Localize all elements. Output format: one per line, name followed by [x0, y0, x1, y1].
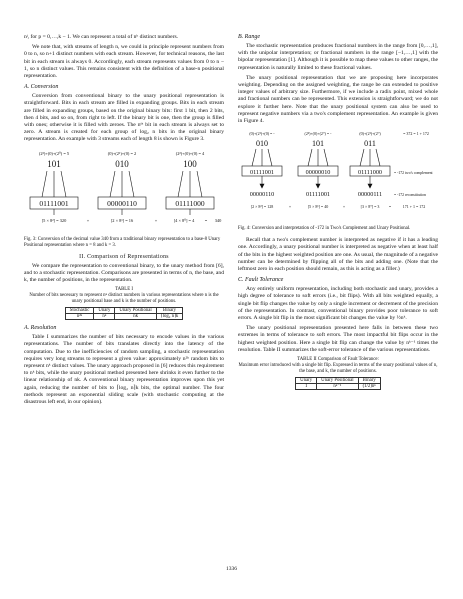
paragraph: Table I summarizes the number of bits necessary to encode values in the various representations. The number of bits translates directly into the latency of the computation. Due to the inefficiencies of random sampling, a stochastic representation requires very long streams to represent a given value: approximately n²ᵏ random bits to represent nᵏ distinct values. The unary approach proposed in [6] reduces this requirement to nᵏ bits, while the unary positional method presented here shrinks it even further to the linear relationship of nk. A conventional binary representation improves upon this yet again, reducing the number of bits to ⌈log₂ n⌉k bits, the optimal number. The four methods represent an exponential sliding scale (with stochastic computing at the disastrous left end, in our opinion). [24, 334, 224, 406]
section-heading: II. Comparison of Representations [79, 253, 169, 260]
fig4-stream: 01111000 [357, 169, 383, 177]
fig3-bottom-op: = [204, 217, 208, 223]
fig4-binary-group: 010 [256, 139, 268, 149]
fig3-stream: 01111001 [39, 198, 69, 208]
figure-4-diagram [238, 128, 438, 218]
table-cell: ⌈log₂ n⌉k [156, 314, 183, 320]
table-cell: n²ᵏ [65, 314, 94, 320]
paragraph: The unary positional representation that we are proposing here incorporates weighting. Depending on the assigned weighting, the range be can extended to positive integer values of arbitrary size. Furthermore, if we include a radix point, mixed whole and fractional numbers can be represented. This extension is straightforward; we do not explore it further here. Note that the unary positional system can also be used to represent negative numbers via a two's complement representation. An example is given in Figure 4. [238, 74, 438, 125]
figure-4-caption: Fig. 4: Conversion and interpretation of -172 in Two's Complement and Unary Positional. [238, 226, 411, 232]
fig4-binary-group: 101 [312, 139, 324, 149]
table-cell: nk [115, 314, 156, 320]
table-cell: nᵏ⁻¹ [317, 384, 358, 390]
fig3-bottom-term: [4 × 8⁰] = 4 [173, 217, 195, 223]
fig3-binary-group: 101 [47, 158, 61, 169]
fig3-bottom-result: 340 [214, 217, 222, 223]
table-title: TABLE I [115, 287, 133, 293]
figure-3 [24, 147, 224, 249]
paragraph: Recall that a two's complement number is interpreted as negative if it has a leading one. Accordingly, a unary positional number is interpreted as negative when at least half of the bits in the highest weighted position are one. As usual, the magnitude of a negative number can be determined by flipping all of the bits and adding one. (Note that the leftmost zero in each position should remain, as this is acting as a filler.) [238, 237, 438, 273]
fig3-stream: 00000110 [107, 198, 137, 208]
table-description: Maximum error introduced with a single bit flip. Expressed in terms of the unary positional values of n, the base, and k, the number of positions. [238, 363, 438, 375]
paragraph: Conversion from conventional binary to the unary positional representation is straightforward. Bits in each stream are filled in expanding groups. Bits in each stream are filled in expanding groups, based on the original binary bits: first 1 bit, then 2 bits, then 4 bits, and so on, from right to left. If the binary bit is one, then the group is filled with ones; otherwise it is filled with zeroes. The nᵗʰ bit in each stream is always set to zero. A stream is created for each group of log₂ n bits in the original binary representation. An example with 3 streams each of length 8 is shown is Figure 3. [24, 93, 224, 143]
paragraph: We compare the representation to conventional binary, to the unary method from [6], and to a stochastic representation. Comparisons are presented in terms of n, the base, and k, the number of positions, in the representation. [24, 262, 224, 284]
paragraph: nʲ, for p = 0,…,k − 1. We can represent a total of nᵏ distinct numbers. [24, 34, 179, 40]
table-description: Number of bits necessary to represent nᵏ distinct numbers in various representations where n is the unary positional base and k is the number of positions. [29, 293, 219, 305]
table-cell: (1/2)nᵏ [358, 384, 380, 390]
fig4-stream: 01111001 [249, 169, 275, 177]
figure-4 [238, 128, 438, 232]
fig4-bottom-term: [3 × 8⁰] = 3 [360, 204, 380, 210]
paragraph: The stochastic representation produces fractional numbers in the range from [0,…,1], with the unipolar interpretation; or fractional numbers in the range [−1,…,1] with the bipolar representation [1]. Although it is possible to map these values to other ranges, the representation is naturally limited to these fractional values. [238, 43, 438, 71]
paragraph: Any entirely uniform representation, including both stochastic and unary, provides a high degree of tolerance to soft errors (i.e., bit flips). With all bits weighted equally, a single bit flip changes the value by only a single increment or decrement of the precision of the representation. In contrast, conventional binary provides poor tolerance to soft errors. A single bit flip in the most significant bit changes the value by ½nᵏ. [238, 286, 438, 322]
fig4-top-expr: (0)+(2¹)+(0) = - [249, 131, 275, 137]
table-2-grid [295, 377, 381, 390]
fig4-top-expr: (2²)+(0)+(2⁰) = - [304, 131, 332, 137]
fig3-top-expr: (2²)+(0)+(0) = 4 [175, 150, 205, 156]
paragraph: We note that, with streams of length n, we could in principle represent numbers from 0 to n, so n+1 distinct numbers with each stream. However, for technical reasons, the last bit in each stream is always 0. Accordingly, each stream represents values from 0 to n − 1, so n distinct values. This remains consistent with the definition of a base-n positional representation. [24, 44, 224, 80]
paragraph: The unary positional representation presented here falls in between these two extremes in terms of tolerance to soft errors. The most impactful bit flips occur in the highest weighted position. Here a single bit flip can change the value by nᵏ⁻¹ times the resolution. Table II summarizes the soft-error tolerance of the various representations. [238, 325, 438, 353]
fig3-binary-group: 010 [115, 158, 129, 169]
fig3-bottom-op: + [86, 217, 90, 223]
fig3-top-expr: (0)+(2¹)+(0) = 2 [107, 150, 137, 156]
fig4-top-expr: (0)+(2¹)+(2⁰) [359, 131, 381, 137]
page-number: 1336 [226, 566, 237, 572]
table-cell: nᵏ [94, 314, 115, 320]
table-header-cell: Stochastic [65, 308, 94, 314]
fig4-bottom-term: [5 × 8¹] = 40 [307, 204, 329, 210]
table-header-cell: Unary [296, 378, 317, 384]
section-heading: C. Fault Tolerance [238, 277, 284, 284]
section-heading: A. Conversion [24, 84, 59, 91]
left-column [24, 34, 224, 409]
figure-3-diagram [24, 147, 224, 229]
figure-3-caption: Fig. 3: Conversion of the decimal value 340 from a traditional binary representation to a base-8 Unary Positional representation where n = 8 and k = 3. [24, 236, 221, 248]
table-1-grid [65, 307, 184, 320]
table-header-cell: Binary [156, 308, 183, 314]
table-header-row [65, 308, 183, 314]
fig3-binary-group: 100 [183, 158, 197, 169]
table-2 [238, 357, 438, 390]
fig4-stream: 00000111 [357, 191, 383, 199]
fig4-binary-group: 011 [364, 139, 376, 149]
right-column [238, 34, 438, 395]
fig4-stream: 00000010 [305, 169, 331, 177]
table-header-cell: Unary [94, 308, 115, 314]
table-header-row [296, 378, 381, 384]
section-heading: B. Range [238, 34, 260, 40]
table-row [296, 384, 381, 390]
fig3-bottom-term: [2 × 8¹] = 16 [110, 217, 134, 223]
table-header-cell: Binary [358, 378, 380, 384]
fig4-stream: 00000110 [249, 191, 275, 199]
fig4-bottom-op: + [342, 204, 346, 210]
fig4-note: = -172 reconstitution [394, 193, 426, 198]
fig3-top-expr: (2²)+(0)+(2⁰) = 5 [38, 150, 70, 156]
table-header-cell: Unary Positional [115, 308, 156, 314]
fig4-bottom-op: + [288, 204, 292, 210]
table-row [65, 314, 183, 320]
fig4-note: = -172 two's complement [394, 171, 433, 176]
fig3-bottom-op: + [154, 217, 158, 223]
fig3-stream: 01111000 [175, 198, 205, 208]
table-cell: 1 [296, 384, 317, 390]
table-1 [24, 287, 224, 320]
table-title: TABLE II Comparison of Fault Tolerance: [297, 357, 379, 363]
section-heading: A. Resolution [24, 325, 57, 332]
fig4-bottom-term: [2 × 8²] = 128 [250, 204, 274, 210]
fig4-top-expr: = 372 = 1 + 172 [403, 131, 429, 137]
fig3-bottom-term: [5 × 8²] = 320 [41, 217, 67, 223]
fig4-bottom-op: = [388, 204, 392, 210]
fig4-bottom-result: 171 + 1 = 172 [402, 204, 426, 210]
fig4-stream: 01111001 [305, 191, 331, 199]
table-header-cell: Unary Positional [317, 378, 358, 384]
